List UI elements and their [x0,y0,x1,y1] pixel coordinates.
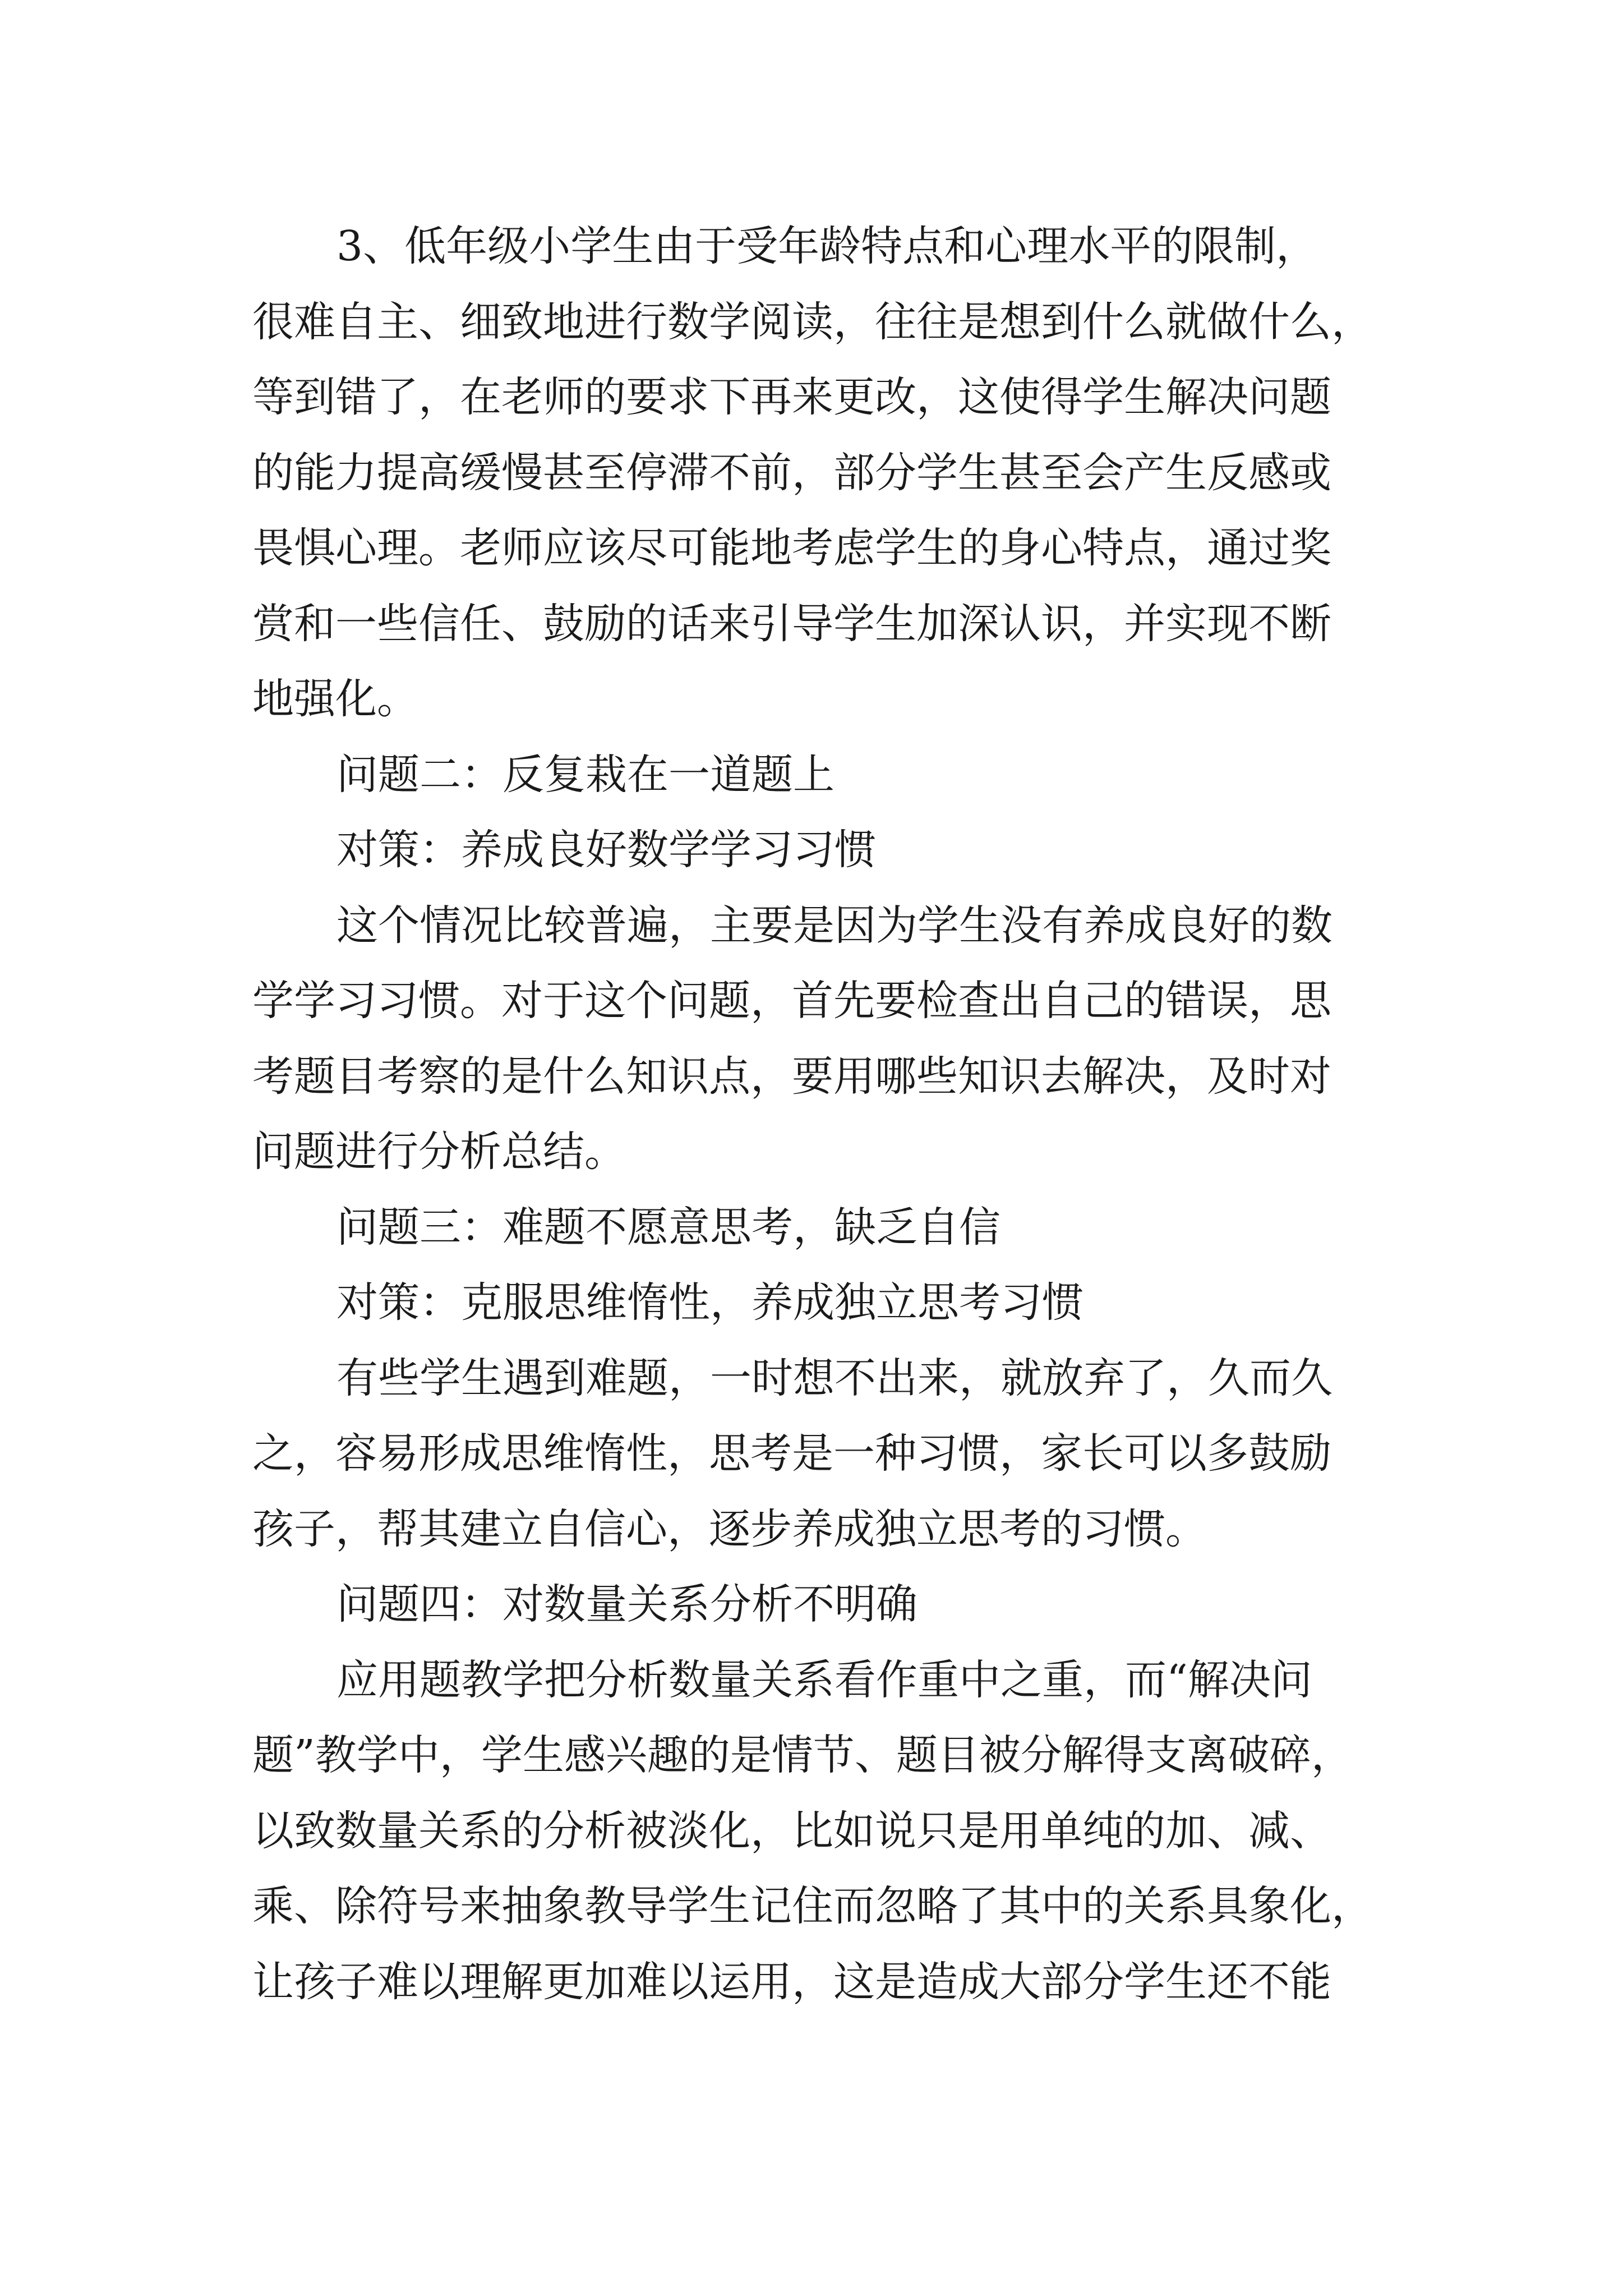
text-line: 让孩子难以理解更加难以运用，这是造成大部分学生还不能 [252,1957,1331,2006]
text-line: 的能力提高缓慢甚至停滞不前，部分学生甚至会产生反感或 [252,448,1331,497]
text-line: 3、低年级小学生由于受年龄特点和心理水平的限制， [336,222,1318,270]
text-line: 赏和一些信任、鼓励的话来引导学生加深认识，并实现不断 [252,599,1331,648]
text-line: 畏惧心理。老师应该尽可能地考虑学生的身心特点，通过奖 [252,524,1331,572]
text-line: 问题四：对数量关系分析不明确 [336,1580,917,1628]
text-line: 题”教学中，学生感兴趣的是情节、题目被分解得支离破碎， [252,1731,1353,1779]
text-line: 乘、除符号来抽象教导学生记住而忽略了其中的关系具象化， [252,1882,1373,1930]
text-line: 以致数量关系的分析被淡化，比如说只是用单纯的加、减、 [252,1806,1331,1855]
text-line: 应用题教学把分析数量关系看作重中之重，而“解决问 [336,1655,1312,1704]
text-line: 学学习习惯。对于这个问题，首先要检查出自己的错误，思 [252,977,1331,1025]
text-line: 地强化。 [252,675,418,723]
text-line: 问题二：反复栽在一道题上 [336,750,834,799]
text-line: 之，容易形成思维惰性，思考是一种习惯，家长可以多鼓励 [252,1429,1331,1478]
text-line: 等到错了，在老师的要求下再来更改，这使得学生解决问题 [252,373,1331,421]
text-line: 对策：克服思维惰性，养成独立思考习惯 [336,1278,1083,1327]
text-line: 问题三：难题不愿意思考，缺乏自信 [336,1203,1000,1251]
text-line: 很难自主、细致地进行数学阅读，往往是想到什么就做什么， [252,297,1373,346]
text-line: 考题目考察的是什么知识点，要用哪些知识去解决，及时对 [252,1052,1331,1101]
text-line: 有些学生遇到难题，一时想不出来，就放弃了，久而久 [336,1354,1332,1402]
text-line: 问题进行分析总结。 [252,1128,626,1176]
text-line: 这个情况比较普遍，主要是因为学生没有养成良好的数 [336,901,1332,950]
text-line: 孩子，帮其建立自信心，逐步养成独立思考的习惯。 [252,1504,1207,1553]
text-line: 对策：养成良好数学学习习惯 [336,826,876,874]
body-text [252,209,1402,2019]
